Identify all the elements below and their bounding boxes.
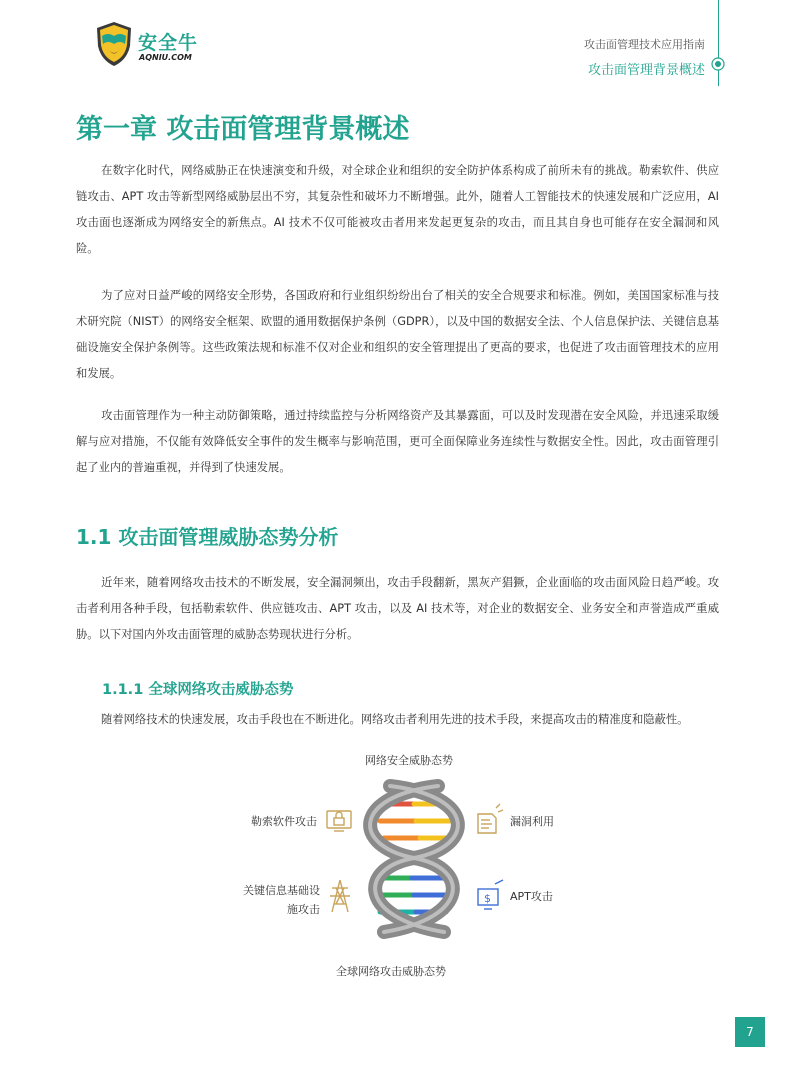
logo-domain: AQNIU.COM <box>139 53 192 62</box>
section-1-1-1-title: 1.1.1 全球网络攻击威胁态势 <box>102 682 294 698</box>
label-ransomware: 勒索软件攻击 <box>251 815 317 828</box>
figure-caption: 全球网络攻击威胁态势 <box>336 965 446 978</box>
document-list-icon <box>478 804 503 833</box>
label-vulnerability: 漏洞利用 <box>510 815 554 828</box>
paragraph-5: 随着网络技术的快速发展，攻击手段也在不断进化。网络攻击者利用先进的技术手段，来提高攻击的精准度和隐蔽性。 <box>101 713 689 726</box>
chapter-title: 第一章 攻击面管理背景概述 <box>76 114 410 145</box>
figure-title: 网络安全威胁态势 <box>365 754 453 767</box>
section-1-1-title: 1.1 攻击面管理威胁态势分析 <box>76 525 339 549</box>
computer-lock-icon <box>327 811 351 831</box>
paragraph-1: 在数字化时代，网络威胁正在快速演变和升级，对全球企业和组织的安全防护体系构成了前所未有的挑战。勒索软件、供应链攻击、APT 攻击等新型网络威胁层出不穷，其复杂性和破坏力不断增强。此外，随着人工智能技术的快速发展和广泛应用，AI 攻击面也逐渐成为网络安全的新焦点。AI 技术不仅可能被攻击者用来发起更复杂的攻击，而且其自身也可能存在安全漏洞和风险。 <box>76 164 719 255</box>
label-infrastructure <box>238 882 320 917</box>
label-infrastructure-line1: 关键信息基础设 <box>243 884 320 897</box>
power-tower-icon <box>330 880 350 912</box>
paragraph-3: 攻击面管理作为一种主动防御策略，通过持续监控与分析网络资产及其暴露面，可以及时发现潜在安全风险，并迅速采取缓解与应对措施，不仅能有效降低安全事件的发生概率与影响范围，更可全面保障业务连续性与数据安全性。因此，攻击面管理引起了业内的普遍重视，并得到了快速发展。 <box>76 409 719 474</box>
paragraph-4: 近年来，随着网络攻击技术的不断发展，安全漏洞频出，攻击手段翻新，黑灰产猖獗，企业面临的攻击面风险日趋严峻。攻击者利用各种手段，包括勒索软件、供应链攻击、APT 攻击，以及 AI 技术等，对企业的数据安全、业务安全和声誉造成严重威胁。以下对国内外攻击面管理的威胁态势现状进行分析。 <box>76 576 719 641</box>
label-infrastructure-line2: 施攻击 <box>287 903 320 916</box>
page-number: 7 <box>735 1017 765 1047</box>
running-section-title: 攻击面管理背景概述 <box>587 63 705 78</box>
svg-text:$: $ <box>484 892 491 905</box>
document-title: 攻击面管理技术应用指南 <box>584 38 705 51</box>
paragraph-2: 为了应对日益严峻的网络安全形势，各国政府和行业组织纷纷出台了相关的安全合规要求和标准。例如，美国国家标准与技术研究院（NIST）的网络安全框架、欧盟的通用数据保护条例（GDPR），以及中国的数据安全法、个人信息保护法、关键信息基础设施安全保护条例等。这些政策法规和标准不仅对企业和组织的安全管理提出了更高的要求，也促进了攻击面管理技术的应用和发展。 <box>76 289 719 380</box>
dollar-monitor-icon <box>478 880 503 909</box>
logo-name: 安全牛 <box>138 32 199 54</box>
label-apt: APT攻击 <box>510 890 553 903</box>
